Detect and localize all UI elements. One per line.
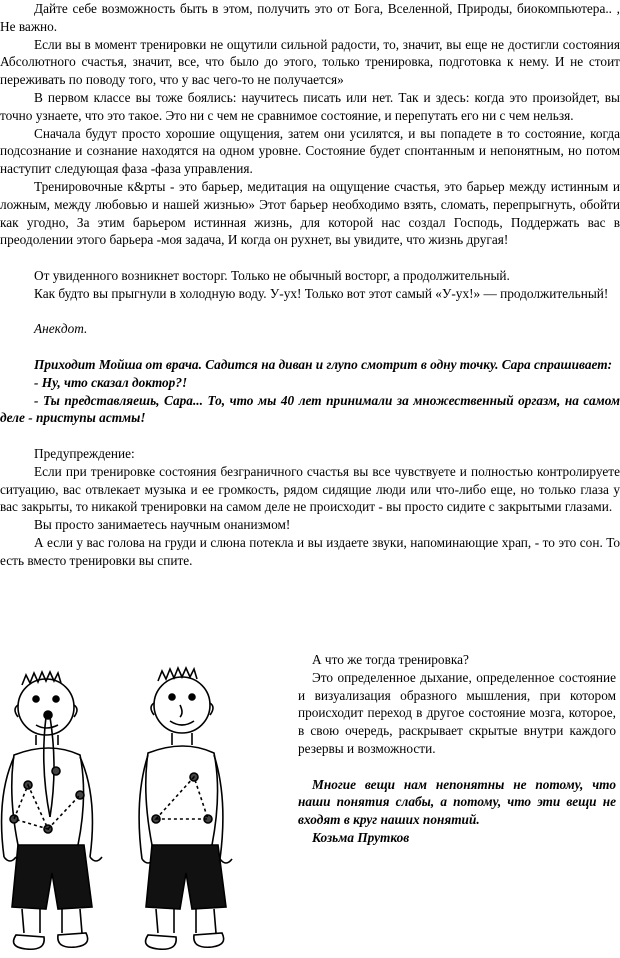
paragraph: Если при тренировке состояния безграничного счастья вы все чувствуете и полностью контролируете ситуацию, вас отвлекает музыка и ее громкость, рядом сидящие люди или что-либо еще, но только глаза у вас закрыты, то никакой тренировки на самом деле не происходит - вы просто сидите с закрытыми глазами.	[0, 463, 620, 515]
side-column	[298, 651, 616, 847]
right-figure-drawing	[139, 668, 232, 949]
joke-line: - Ты представляешь, Сара... То, что мы 40 лет принимали за множественный оргазм, на самом деле - приступы астмы!	[0, 392, 620, 426]
paragraph: Если вы в момент тренировки не ощутили сильной радости, то, значит, вы еще не достигли состояния Абсолютного счастья, значит, все, что было до этого, только тренировка, подготовка к нему. И не стоит переживать по поводу того, что у вас чего-то не получается»	[0, 36, 620, 88]
cartoon-illustration	[0, 645, 262, 958]
paragraph: От увиденного возникнет восторг. Только не обычный восторг, а продолжительный.	[34, 267, 510, 283]
paragraph: Сначала будут просто хорошие ощущения, затем они усилятся, и вы попадете в то состояние, когда подсознание и сознание находятся на одном уровне. Состояние будет спонтанным и непонятным, но потом наступит следующая фаза -фаза управления.	[0, 125, 620, 177]
paragraph: Вы просто занимаетесь научным онанизмом!	[34, 517, 291, 533]
quote-author: Козьма Прутков	[312, 829, 410, 845]
warning-label: Предупреждение:	[34, 445, 135, 461]
paragraph: А если у вас голова на груди и слюна потекла и вы издаете звуки, напоминающие храп, - то это сон. То есть вместо тренировки вы спите.	[0, 534, 620, 568]
left-figure-drawing	[2, 672, 102, 949]
quote-text: Многие вещи нам непонятны не потому, что наши понятия слабы, а потому, что эти вещи не входят в круг наших понятий.	[298, 776, 616, 828]
joke-line: Приходит Мойша от врача. Садится на диван и глупо смотрит в одну точку. Сара спрашивает:	[34, 356, 613, 372]
paragraph: Тренировочные к&рты - это барьер, медитация на ощущение счастья, это барьер между истинным и ложным, между любовью и нашей жизнью» Этот барьер необходимо взять, сломать, перепрыгнуть, обойти как угодно, За этим барьером истинная жизнь, для которой нас создал Господь, Поддержать вас в преодолении этого барьера -моя задача, И когда он рухнет, вы увидите, что жизнь другая!	[0, 178, 620, 248]
paragraph: В первом классе вы тоже боялись: научитесь писать или нет. Так и здесь: когда это произойдет, вы точно узнаете, что это такое. Это ни с чем не сравнимое состояние, и перепутать его ни с чем нельзя.	[0, 89, 620, 123]
joke-line: - Ну, что сказал доктор?!	[34, 374, 188, 390]
paragraph: Как будто вы прыгнули в холодную воду. У-ух! Только вот этот самый «У-ух!» — продолжительный!	[34, 285, 609, 301]
side-question: А что же тогда тренировка?	[312, 652, 469, 667]
paragraph: Дайте себе возможность быть в этом, получить это от Бога, Вселенной, Природы, биокомпьютера.. , Не важно.	[0, 1, 620, 34]
anecdote-label: Анекдот.	[34, 321, 88, 337]
side-answer: Это определенное дыхание, определенное состояние и визуализация образного мышления, при котором происходит переход в другое состояние мозга, которое, в свою очередь, раскрывает скрытые внутри каждого резервы и возможности.	[298, 669, 616, 756]
